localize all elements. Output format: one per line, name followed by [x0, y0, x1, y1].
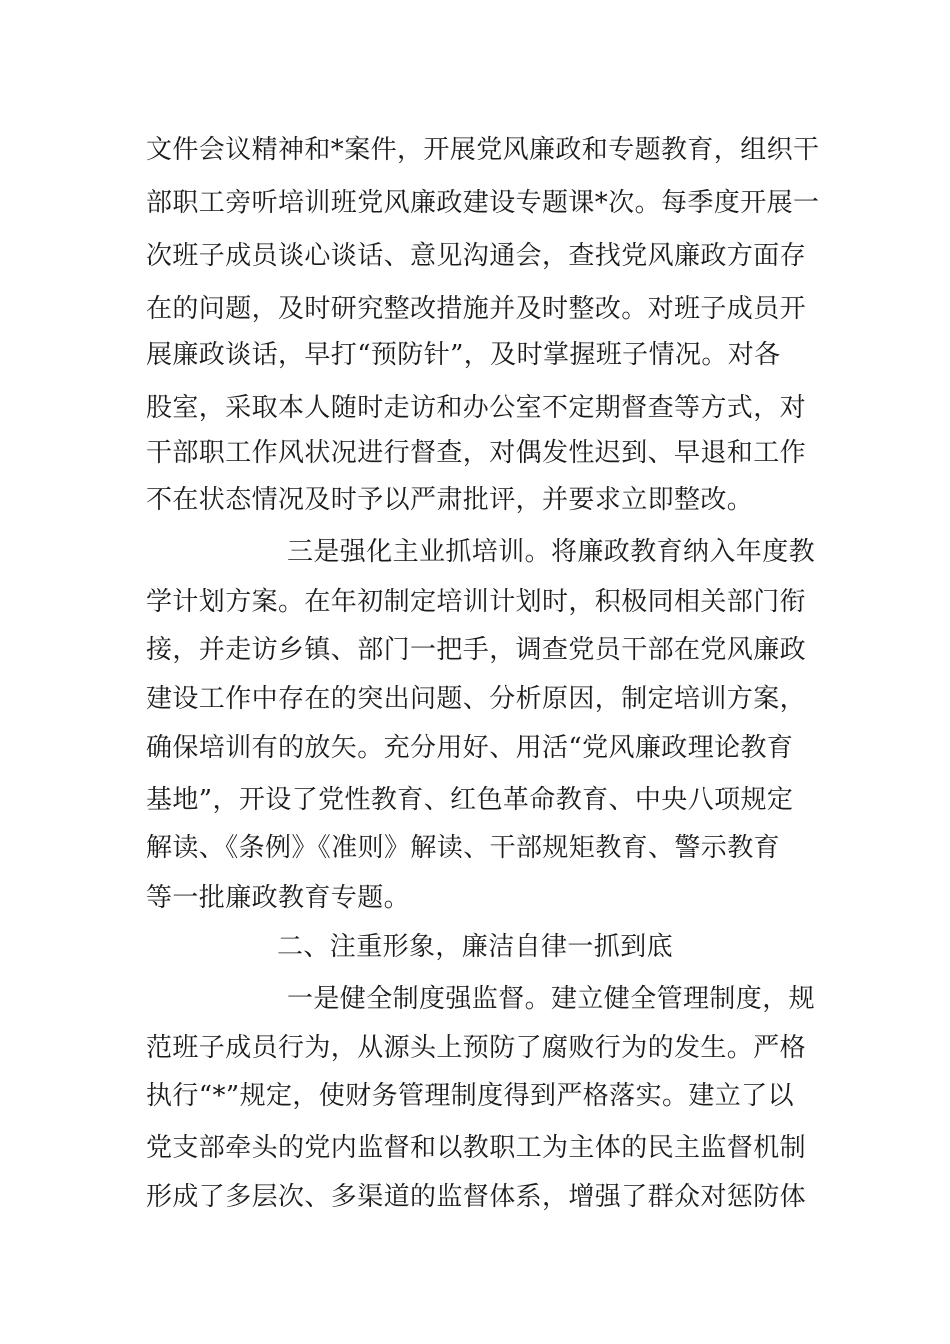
text-line: 接，并走访乡镇、部门一把手，调查党员干部在党风廉政	[146, 635, 807, 665]
text-line: 范班子成员行为，从源头上预防了腐败行为的发生。严格	[146, 1033, 807, 1063]
section-heading: 二、注重形象，廉洁自律一抓到底	[277, 932, 674, 962]
text-line: 基地”，开设了党性教育、红色革命教育、中央八项规定	[146, 785, 794, 815]
paragraph-heading-line: 三是强化主业抓培训。将廉政教育纳入年度教	[287, 537, 816, 567]
paragraph-heading-line: 一是健全制度强监督。建立健全管理制度，规	[287, 984, 816, 1014]
text-line: 解读、《条例》《准则》解读、干部规矩教育、警示教育	[146, 833, 781, 863]
text-line: 等一批廉政教育专题。	[146, 883, 411, 913]
text-line: 股室，采取本人随时走访和办公室不定期督查等方式，对	[146, 393, 807, 423]
text-line: 文件会议精神和*案件，开展党风廉政和专题教育，组织干	[146, 135, 820, 165]
text-line: 党支部牵头的党内监督和以教职工为主体的民主监督机制	[146, 1133, 807, 1163]
text-line: 在的问题，及时研究整改措施并及时整改。对班子成员开	[146, 294, 807, 324]
text-line: 展廉政谈话，早打“预防针”，及时掌握班子情况。对各	[146, 340, 781, 370]
text-line: 确保培训有的放矢。充分用好、用活“党风廉政理论教育	[146, 733, 794, 763]
text-line: 不在状态情况及时予以严肃批评，并要求立即整改。	[146, 485, 754, 515]
text-line: 学计划方案。在年初制定培训计划时，积极同相关部门衔	[146, 587, 807, 617]
text-line: 次班子成员谈心谈话、意见沟通会，查找党风廉政方面存	[146, 241, 807, 271]
text-line: 部职工旁听培训班党风廉政建设专题课*次。每季度开展一	[146, 188, 820, 218]
text-line: 建设工作中存在的突出问题、分析原因，制定培训方案，	[146, 684, 807, 714]
text-line: 形成了多层次、多渠道的监督体系，增强了群众对惩防体	[146, 1182, 807, 1212]
text-line: 执行“*”规定，使财务管理制度得到严格落实。建立了以	[146, 1081, 794, 1111]
text-line: 干部职工作风状况进行督查，对偶发性迟到、早退和工作	[146, 438, 807, 468]
